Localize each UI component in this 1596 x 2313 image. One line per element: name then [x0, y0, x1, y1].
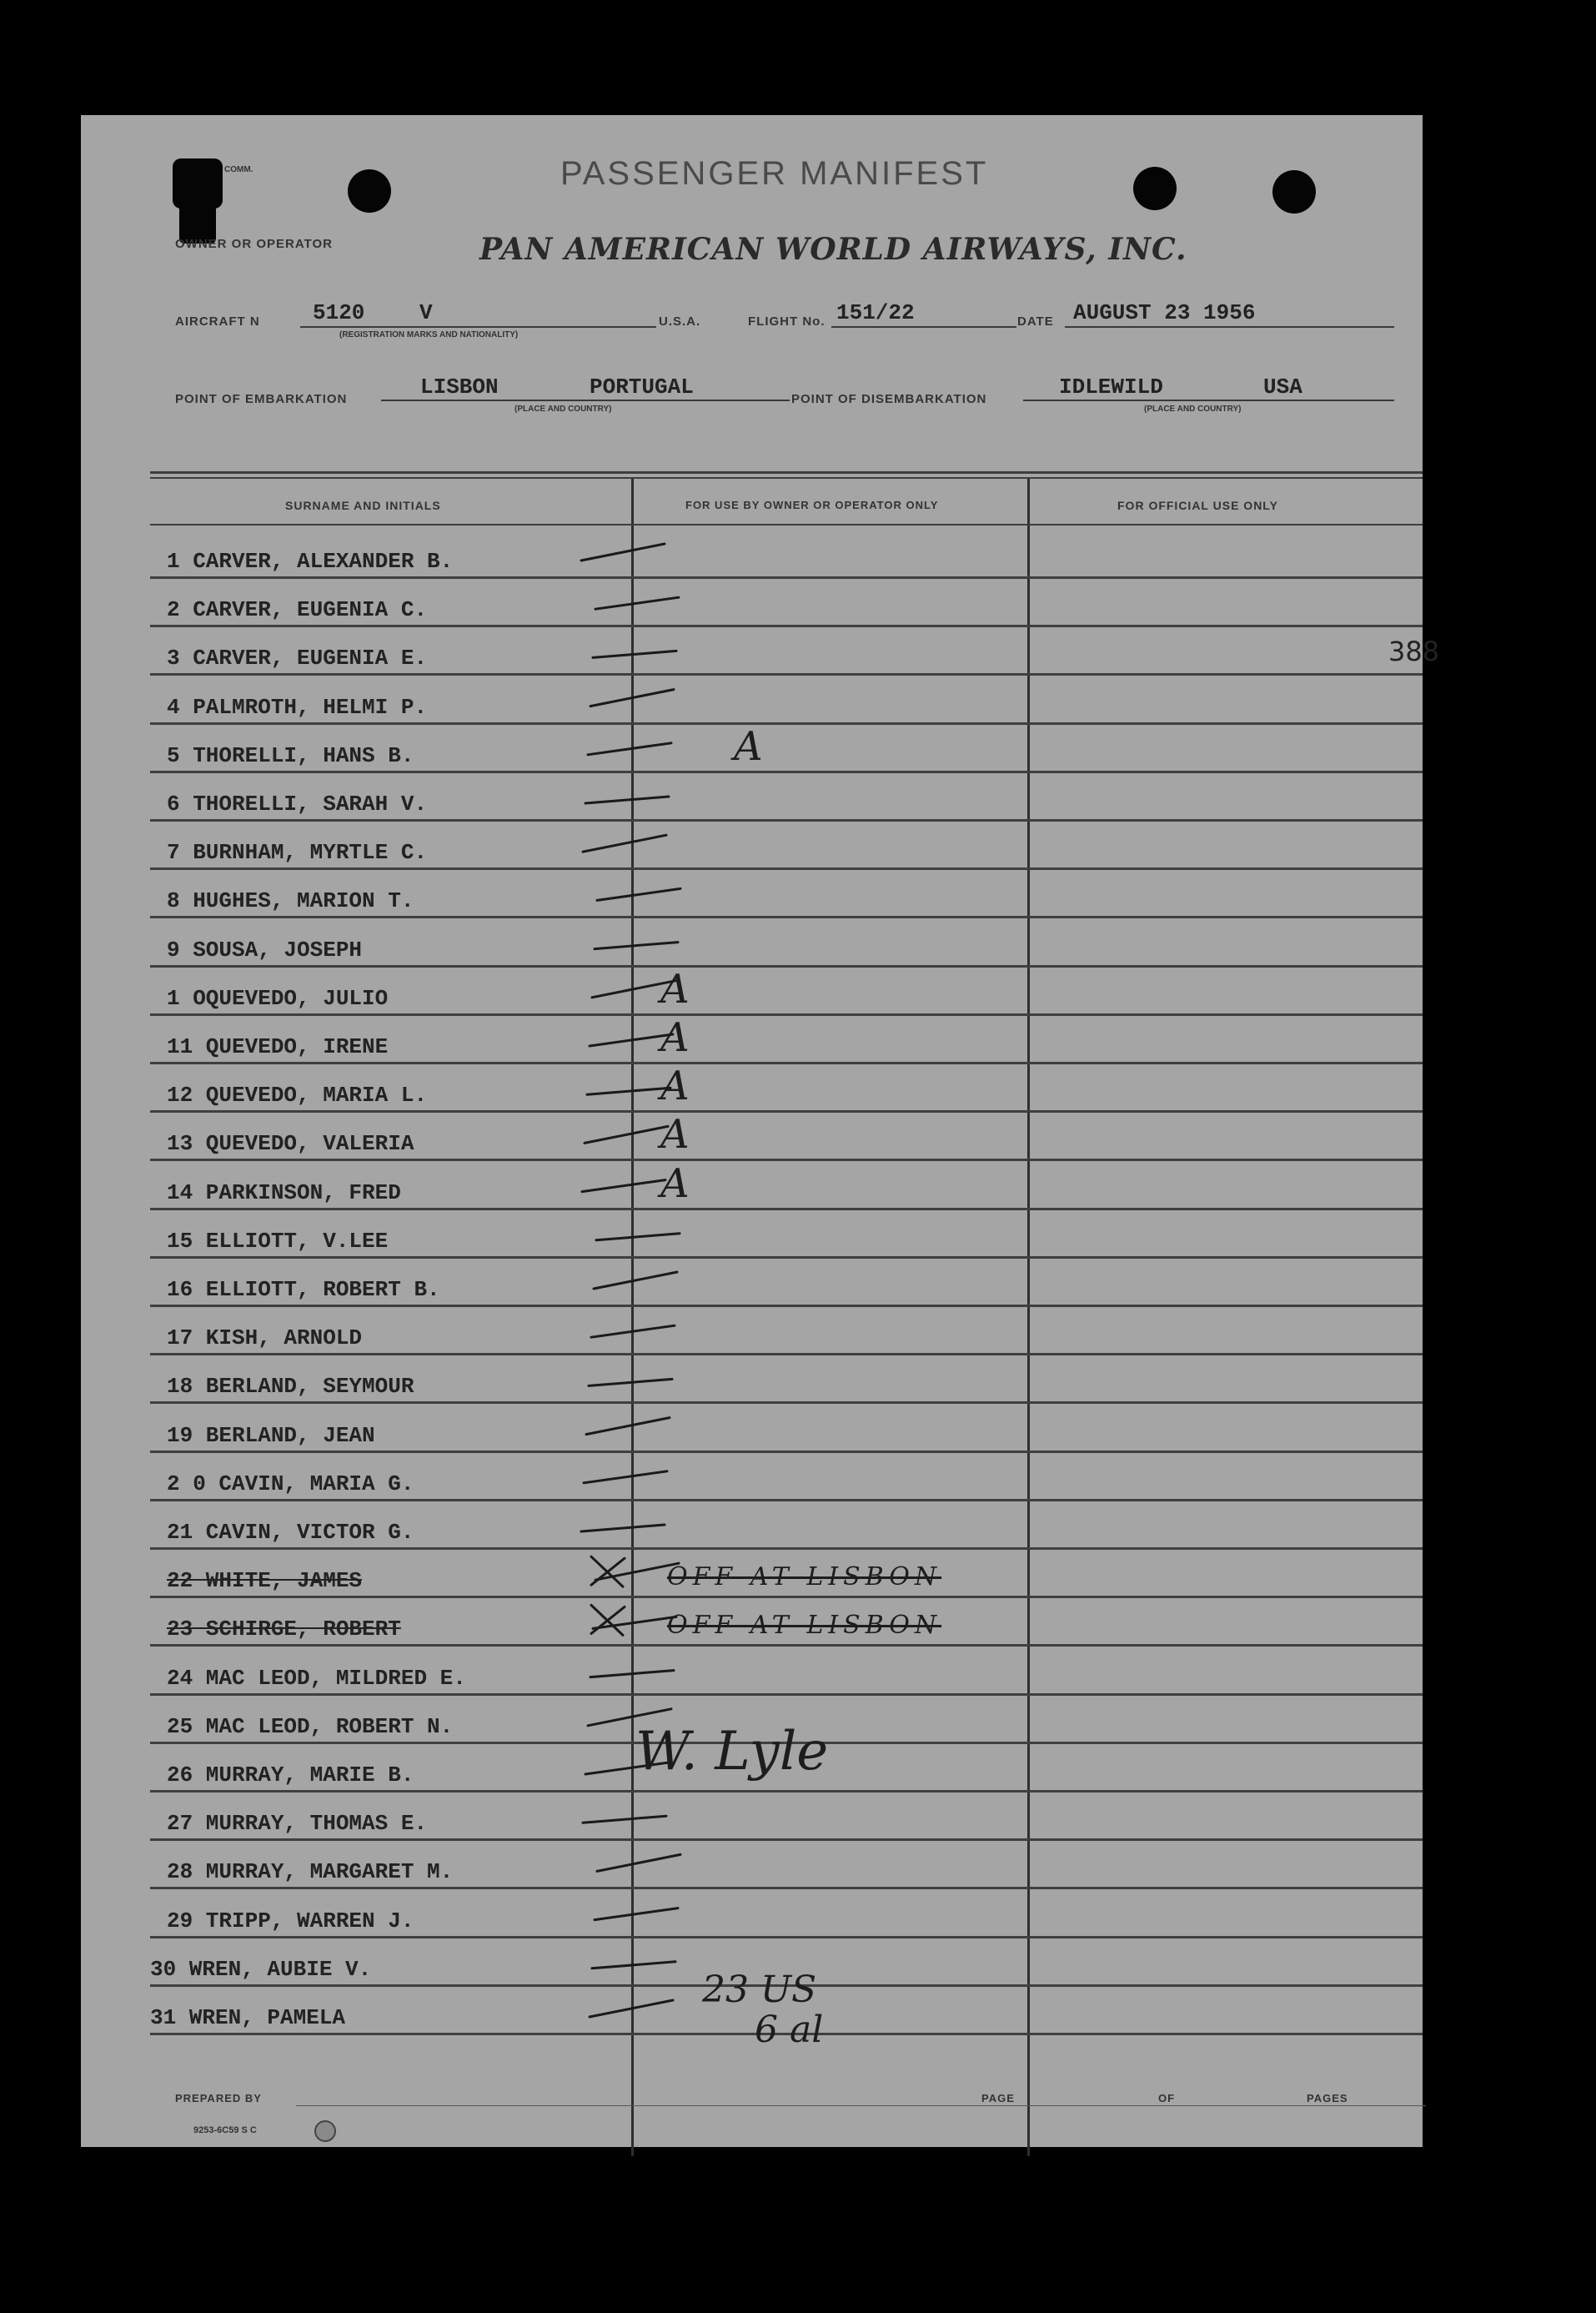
col-operator-header: FOR USE BY OWNER OR OPERATOR ONLY [685, 499, 939, 511]
operator-name: PAN AMERICAN WORLD AIRWAYS, INC. [479, 232, 1187, 267]
of-label: OF [1158, 2092, 1176, 2104]
tick-mark [590, 1671, 674, 1677]
handwritten-mark: A [734, 722, 763, 770]
usa-label: U.S.A. [659, 314, 701, 329]
passenger-name: 28 MURRAY, MARGARET M. [167, 1859, 454, 1885]
passenger-name: 9 SOUSA, JOSEPH [167, 937, 363, 963]
tick-mark [585, 1126, 668, 1143]
tick-marks [81, 115, 1423, 2147]
tick-mark [592, 981, 675, 998]
handwritten-mark: A [660, 1063, 690, 1110]
passenger-name: 19 BERLAND, JEAN [167, 1422, 375, 1448]
aircraft-nationality: V [419, 300, 433, 325]
disembarkation-caption: (PLACE AND COUNTRY) [1144, 405, 1242, 414]
passenger-name: 2 CARVER, EUGENIA C. [167, 597, 428, 623]
tick-mark [584, 1471, 667, 1483]
passenger-name: 26 MURRAY, MARIE B. [167, 1762, 414, 1788]
tick-mark [591, 1325, 675, 1337]
handwritten-note: OFF AT LISBON [667, 1562, 942, 1592]
disembarkation-label: POINT OF DISEMBARKATION [791, 392, 987, 406]
passenger-name: 1 OQUEVEDO, JULIO [167, 985, 389, 1011]
passenger-name: 14 PARKINSON, FRED [167, 1179, 401, 1205]
tick-mark [595, 943, 678, 949]
passenger-name: 8 HUGHES, MARION T. [167, 888, 414, 914]
prepared-by-line [296, 2105, 1426, 2106]
pages-label: PAGES [1307, 2092, 1348, 2104]
passenger-name: 16 ELLIOTT, ROBERT B. [167, 1277, 440, 1302]
passenger-name: 12 QUEVEDO, MARIA L. [167, 1083, 428, 1109]
handwritten-mark: A [660, 1014, 690, 1061]
aircraft-label: AIRCRAFT N [175, 314, 260, 329]
passenger-name: 18 BERLAND, SEYMOUR [167, 1374, 414, 1400]
flight-date: AUGUST 23 1956 [1073, 300, 1256, 325]
page-label: PAGE [981, 2092, 1015, 2104]
tick-mark [595, 597, 679, 609]
embarkation-place: LISBON [420, 375, 499, 400]
manifest-sheet [81, 115, 1440, 2147]
total-al: 6 al [755, 2009, 824, 2051]
passenger-name: 21 CAVIN, VICTOR G. [167, 1520, 414, 1545]
tick-mark [583, 1816, 666, 1823]
passenger-name: 15 ELLIOTT, V.LEE [167, 1228, 389, 1254]
tick-mark [587, 1088, 670, 1094]
union-label-seal [314, 2120, 336, 2142]
tick-mark [586, 1418, 670, 1435]
passenger-name: 17 KISH, ARNOLD [167, 1325, 363, 1351]
tick-mark [590, 2000, 673, 2017]
prepared-by-label: PREPARED BY [175, 2092, 262, 2104]
tick-mark [590, 1034, 673, 1046]
cross-mark [591, 1605, 625, 1635]
passenger-name: 24 MAC LEOD, MILDRED E. [167, 1665, 466, 1691]
passenger-name: 27 MURRAY, THOMAS E. [167, 1811, 428, 1837]
passenger-name: 2 0 CAVIN, MARIA G. [167, 1471, 414, 1496]
tick-mark [597, 888, 680, 900]
embarkation-caption: (PLACE AND COUNTRY) [514, 405, 612, 414]
tick-mark [585, 797, 669, 803]
embarkation-label: POINT OF EMBARKATION [175, 392, 348, 406]
tick-mark [581, 1525, 665, 1531]
official-number: 388 [1388, 636, 1440, 668]
passenger-name: 25 MAC LEOD, ROBERT N. [167, 1713, 454, 1739]
passenger-name: 6 THORELLI, SARAH V. [167, 792, 428, 817]
passenger-name: 31 WREN, PAMELA [150, 2005, 346, 2030]
total-us: 23 US [702, 1969, 817, 2011]
passenger-name: 23 SCHIRGE, ROBERT [167, 1617, 401, 1642]
embarkation-country: PORTUGAL [590, 375, 694, 400]
tick-mark [597, 1854, 680, 1871]
aircraft-number: 5120 [313, 300, 365, 325]
flight-number: 151/22 [836, 300, 915, 325]
tick-mark [583, 835, 666, 852]
passenger-name: 5 THORELLI, HANS B. [167, 742, 414, 768]
passenger-name: 11 QUEVEDO, IRENE [167, 1034, 389, 1059]
handwritten-signature: W. Lyle [635, 1721, 829, 1783]
tick-mark [581, 544, 665, 561]
tick-mark [589, 1379, 672, 1385]
passenger-name: 30 WREN, AUBIE V. [150, 1956, 372, 1982]
corner-stamp: COMM. [224, 165, 253, 174]
handwritten-mark: A [660, 1111, 690, 1159]
tick-mark [593, 651, 676, 657]
passenger-name: 3 CARVER, EUGENIA E. [167, 646, 428, 671]
form-number: 9253-6C59 S C [193, 2125, 257, 2135]
tick-mark [590, 690, 674, 706]
passenger-name: 1 CARVER, ALEXANDER B. [167, 549, 454, 574]
tick-mark [595, 1908, 678, 1920]
owner-label: OWNER OR OPERATOR [175, 237, 333, 251]
form-title: PASSENGER MANIFEST [560, 155, 989, 192]
cross-mark [591, 1556, 625, 1586]
tick-mark [588, 743, 671, 755]
registration-caption: (REGISTRATION MARKS AND NATIONALITY) [339, 330, 519, 339]
col-surname-header: SURNAME AND INITIALS [285, 499, 441, 512]
tick-mark [592, 1962, 675, 1969]
handwritten-mark: A [660, 965, 690, 1013]
tick-mark [582, 1180, 665, 1192]
tick-mark [596, 1234, 680, 1240]
flight-label: FLIGHT No. [748, 314, 826, 329]
disembarkation-place: IDLEWILD [1059, 375, 1163, 400]
passenger-name: 4 PALMROTH, HELMI P. [167, 694, 428, 720]
passenger-name: 7 BURNHAM, MYRTLE C. [167, 840, 428, 866]
passenger-name: 22 WHITE, JAMES [167, 1568, 363, 1594]
date-label: DATE [1017, 314, 1054, 329]
handwritten-note: OFF AT LISBON [667, 1611, 942, 1641]
col-official-header: FOR OFFICIAL USE ONLY [1117, 499, 1278, 512]
tick-mark [594, 1272, 677, 1289]
passenger-name: 13 QUEVEDO, VALERIA [167, 1131, 414, 1157]
disembarkation-country: USA [1263, 375, 1302, 400]
passenger-name: 29 TRIPP, WARREN J. [167, 1908, 414, 1933]
handwritten-mark: A [660, 1159, 690, 1207]
